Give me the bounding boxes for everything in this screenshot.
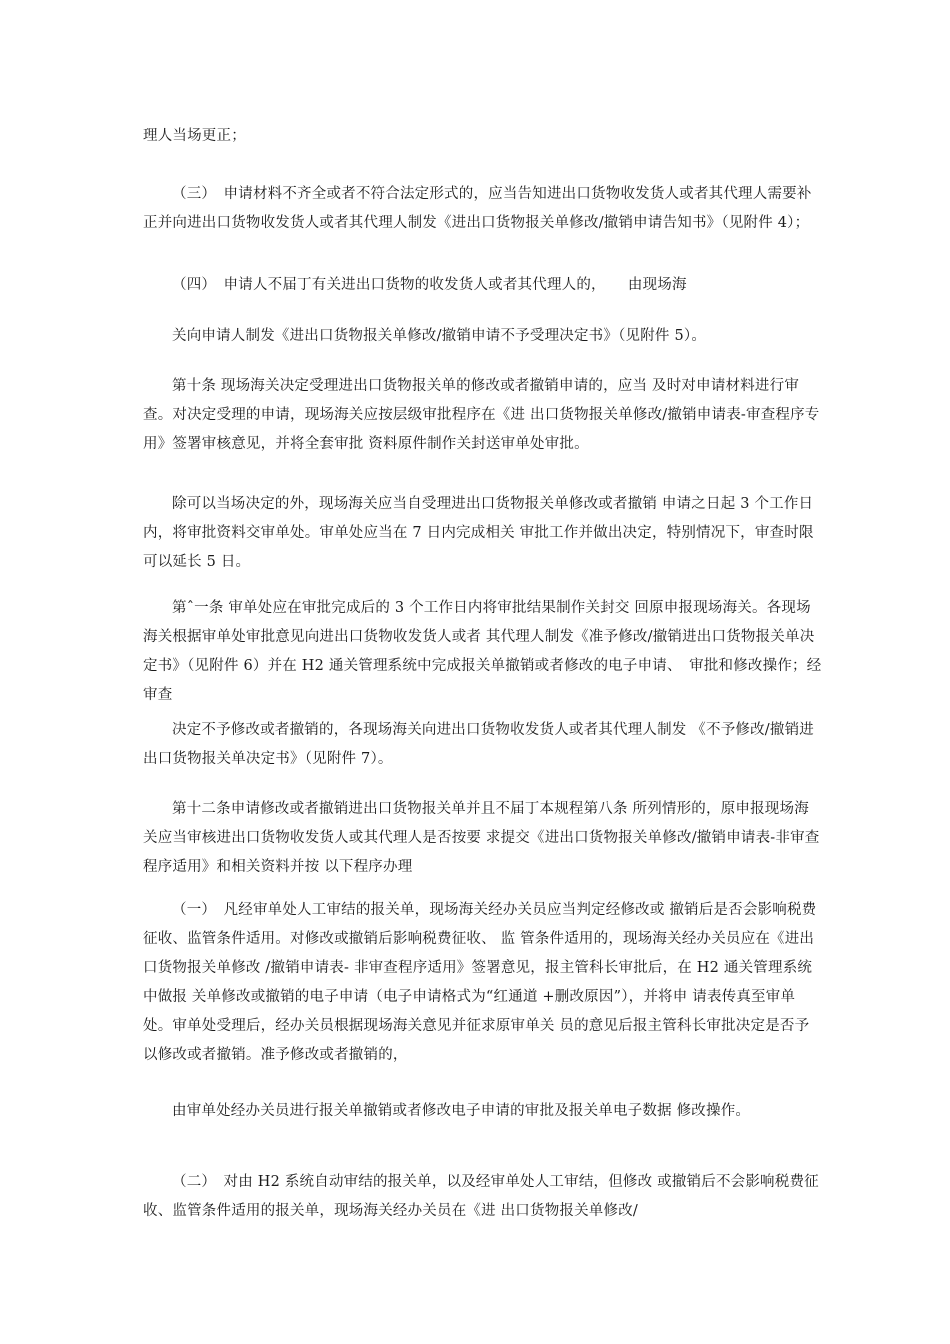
paragraph-article-11-continued: 决定不予修改或者撤销的，各现场海关向进出口货物收发货人或者其代理人制发 《不予修改/撤销进出口货物报关单决定书》（见附件 7）。 <box>143 722 814 767</box>
paragraph-item-2: （二） 对由 H2 系统自动审结的报关单，以及经审单处人工审结，但修改 或撤销后不会影响税费征收、监管条件适用的报关单，现场海关经办关员在《进 出口货物报关单修改/ <box>143 1174 819 1219</box>
paragraph-article-12: 第十二条申请修改或者撤销进出口货物报关单并且不届丁本规程第八条 所列情形的，原申报现场海关应当审核进出口货物收发货人或其代理人是否按要 求提交《进出口货物报关单修改/撤销申请表-非审查程序适用》和相关资料并按 以下程序办理 <box>143 801 820 875</box>
paragraph-item-1: （一） 凡经审单处人工审结的报关单，现场海关经办关员应当判定经修改或 撤销后是否会影响税费征收、监管条件适用。对修改或撤销后影响税费征收、 监 管条件适用的，现场海关经办关员应在《进出口货物报关单修改 /撤销申请表- 非审查程序适用》签署意见，报主管科长审批后，在 H2 通关管理系统中做报 关单修改或撤销的电子申请（电子申请格式为“红通道 +删改原因”），并将申 请表传真至审单处。审单处受理后，经办关员根据现场海关意见并征求原审单关 员的意见后报主管科长审批决定是否予以修改或者撤销。准予修改或者撤销的， <box>143 902 817 1063</box>
paragraph-item-1-continued: 由审单处经办关员进行报关单撤销或者修改电子申请的审批及报关单电子数据 修改操作。 <box>172 1103 751 1119</box>
paragraph-continuation: 理人当场更正； <box>143 128 246 144</box>
paragraph-article-10: 第十条 现场海关决定受理进出口货物报关单的修改或者撤销申请的，应当 及时对申请材料进行审查。对决定受理的申请，现场海关应按层级审批程序在《进 出口货物报关单修改/撤销申请表-审查程序专用》签署审核意见，并将全套审批 资料原件制作关封送审单处审批。 <box>143 378 820 452</box>
paragraph-review-timeline: 除可以当场决定的外，现场海关应当自受理进出口货物报关单修改或者撤销 申请之日起 3 个工作日内，将审批资料交审单处。审单处应当在 7 日内完成相关 审批工作并做出决定，特别情况下，审查时限可以延长 5 日。 <box>143 496 814 570</box>
paragraph-item-4-continued: 关向申请人制发《进出口货物报关单修改/撤销申请不予受理决定书》（见附件 5）。 <box>172 328 707 344</box>
paragraph-item-4: （四） 申请人不届丁有关进出口货物的收发货人或者其代理人的， 由现场海 <box>172 277 687 293</box>
paragraph-item-3: （三） 申请材料不齐全或者不符合法定形式的，应当告知进出口货物收发货人或者其代理人需要补正并向进出口货物收发货人或者其代理人制发《进出口货物报关单修改/撤销申请告知书》（见附件 4）； <box>143 186 812 231</box>
paragraph-article-11: 第ˆ一条 审单处应在审批完成后的 3 个工作日内将审批结果制作关封交 回原申报现场海关。各现场海关根据审单处审批意见向进出口货物收发货人或者 其代理人制发《准予修改/撤销进出口货物报关单决定书》（见附件 6）并在 H2 通关管理系统中完成报关单撤销或者修改的电子申请、 审批和修改操作；经审查 <box>143 600 822 703</box>
